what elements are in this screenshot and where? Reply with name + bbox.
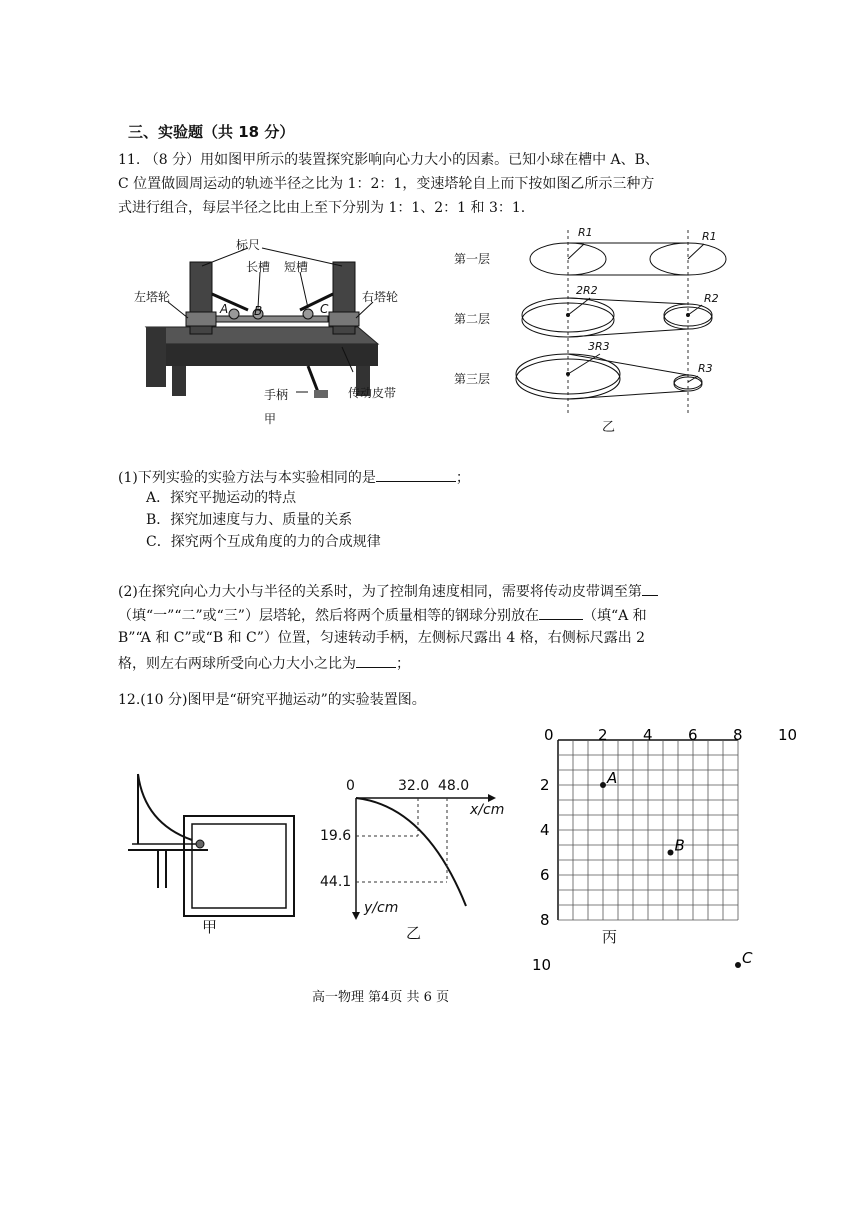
q11-option-b: B．探究加速度与力、质量的关系	[146, 512, 353, 528]
q11-part2-blank-position[interactable]	[539, 604, 583, 620]
q12-yi-xtick-1: 32.0	[398, 778, 430, 794]
q11-tower-wheels-figure	[450, 226, 730, 436]
q11-part1-text: (1)下列实验的实验方法与本实验相同的是	[118, 470, 376, 486]
q12-grid-figure	[520, 726, 798, 974]
r2-right-label: R2	[704, 292, 719, 305]
q12-fig-jia-caption: 甲	[202, 918, 218, 936]
label-biaochi: 标尺	[236, 238, 261, 252]
label-shoubing: 手柄	[264, 388, 289, 402]
grid-point-B	[668, 850, 674, 856]
q11-part1-answer-blank[interactable]	[376, 466, 456, 482]
label-A: A	[220, 302, 229, 316]
label-youtalun: 右塔轮	[362, 290, 399, 304]
q11-part1-prompt	[118, 466, 470, 488]
q11-part2-line4b: ；	[396, 656, 410, 672]
r1-left-label: R1	[578, 226, 593, 239]
r3-right-label: R3	[698, 362, 713, 375]
layer3-label: 第三层	[454, 372, 491, 386]
grid-point-label-C: C	[742, 949, 753, 967]
q11-option-c: C．探究两个互成角度的力的合成规律	[146, 534, 381, 550]
grid-x-tick-label: 0	[544, 726, 554, 744]
q11-option-a: A．探究平抛运动的特点	[146, 490, 297, 506]
r3-left-label: 3R3	[588, 340, 610, 353]
q11-part2-line1-text: (2)在探究向心力大小与半径的关系时，为了控制角速度相同，需要将传动皮带调至第	[118, 584, 642, 600]
q11-part1-end: ；	[455, 470, 470, 486]
q11-part2-blank-ratio[interactable]	[356, 652, 396, 668]
q12-yi-xlabel: x/cm	[470, 802, 505, 818]
q11-stem-line2: C 位置做圆周运动的轨迹半径之比为 1：2：1，变速塔轮自上而下按如图乙所示三种方	[118, 176, 655, 192]
q11-part2-line1	[118, 580, 658, 602]
q11-part2-line4a: 格，则左右两球所受向心力大小之比为	[118, 656, 356, 672]
layer1-label: 第一层	[454, 252, 491, 266]
layer2-label: 第二层	[454, 312, 491, 326]
grid-y-tick-label: 4	[540, 821, 550, 839]
grid-y-tick-label: 8	[540, 911, 550, 929]
q11-stem-line1: 11. （8 分）用如图甲所示的装置探究影响向心力大小的因素。已知小球在槽中 A、B、	[118, 152, 659, 168]
q12-grid-drawing	[520, 726, 798, 974]
q12-yi-xtick-2: 48.0	[438, 778, 470, 794]
grid-x-tick-label: 6	[688, 726, 698, 744]
fig-jia-caption: 甲	[264, 412, 277, 426]
q11-apparatus-figure	[128, 232, 408, 432]
r1-right-label: R1	[702, 230, 717, 243]
fig-yi-caption: 乙	[602, 420, 616, 435]
label-chuandong-pidai: 传动皮带	[348, 386, 397, 400]
grid-y-tick-label: 2	[540, 776, 550, 794]
label-duancao: 短槽	[284, 260, 309, 274]
r2-left-label: 2R2	[576, 284, 598, 297]
grid-x-tick-label: 10	[778, 726, 798, 744]
label-changcao: 长槽	[246, 260, 271, 274]
grid-y-tick-label: 10	[532, 956, 552, 974]
q12-yi-origin: 0	[346, 778, 355, 794]
grid-point-label-B: B	[674, 836, 685, 855]
q12-fig-yi-caption: 乙	[406, 924, 422, 942]
q12-fig-bing-caption: 丙	[602, 928, 618, 946]
q12-apparatus-figure	[128, 764, 308, 944]
grid-x-tick-label: 8	[733, 726, 743, 744]
label-zuotalun: 左塔轮	[134, 290, 171, 304]
q11-part2-blank-layer[interactable]	[642, 580, 658, 596]
page-footer: 高一物理 第4页 共 6 页	[312, 990, 450, 1005]
label-C: C	[320, 302, 329, 316]
q11-part2-line3: B”“A 和 C”或“B 和 C”）位置，匀速转动手柄，左侧标尺露出 4 格，右侧标尺露出 2	[118, 630, 646, 646]
grid-x-tick-label: 4	[643, 726, 653, 744]
grid-y-tick-label: 6	[540, 866, 550, 884]
grid-point-A	[600, 782, 606, 788]
q12-apparatus-drawing	[128, 764, 308, 944]
grid-point-C	[735, 962, 741, 968]
q12-yi-ylabel: y/cm	[364, 900, 399, 916]
q11-part2-line4	[118, 652, 410, 674]
grid-point-label-A: A	[607, 769, 618, 787]
section-title: 三、实验题（共 18 分）	[128, 123, 295, 141]
q11-part2-line2a: （填“一”“二”或“三”）层塔轮，然后将两个质量相等的钢球分别放在	[118, 608, 539, 624]
tower-wheels-drawing	[450, 226, 730, 436]
q12-stem: 12.(10 分)图甲是“研究平抛运动”的实验装置图。	[118, 692, 426, 708]
q11-part2-line2b: （填“A 和	[582, 608, 647, 624]
q12-yi-ytick-1: 19.6	[320, 828, 352, 844]
q12-yi-ytick-2: 44.1	[320, 874, 352, 890]
q12-trajectory-figure	[316, 776, 516, 946]
q11-part2-line2	[118, 604, 647, 626]
label-B: B	[254, 304, 263, 318]
grid-x-tick-label: 2	[598, 726, 608, 744]
q11-stem-line3: 式进行组合，每层半径之比由上至下分别为 1：1、2：1 和 3：1.	[118, 200, 526, 216]
